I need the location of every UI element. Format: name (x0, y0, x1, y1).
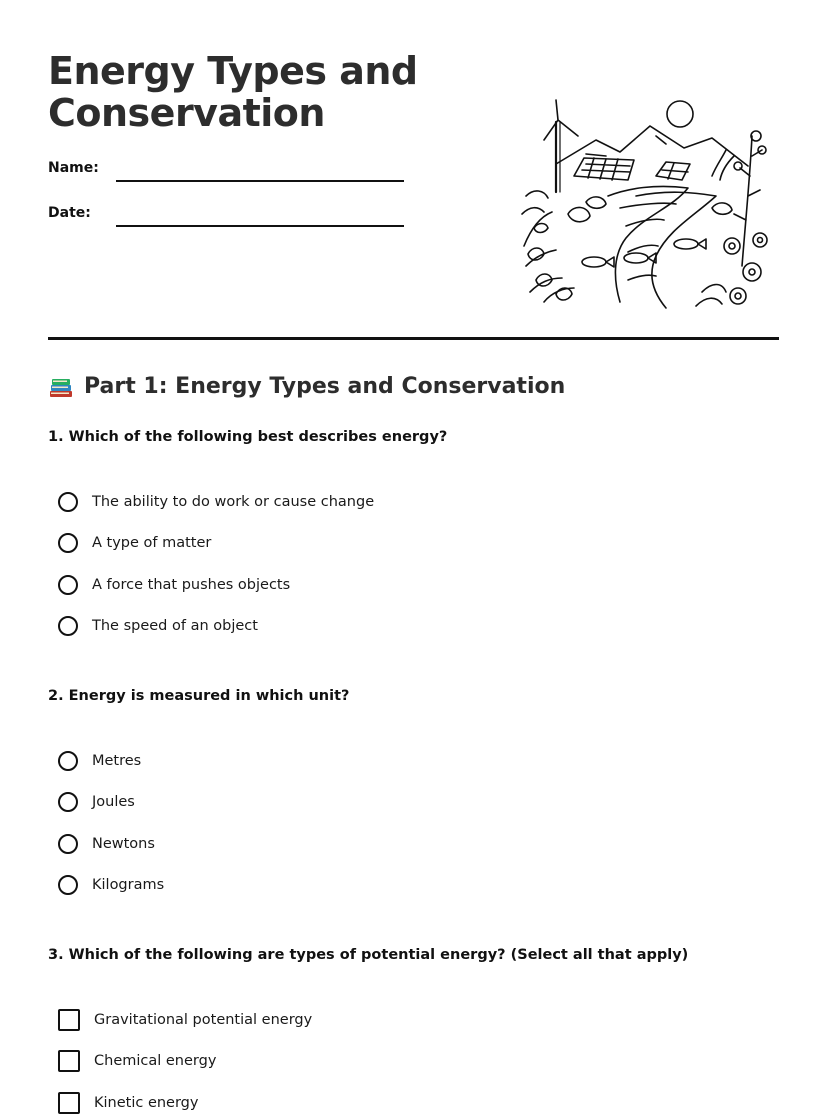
q2-option-4[interactable] (58, 875, 164, 895)
question-2: 2. Energy is measured in which unit? (48, 688, 350, 704)
q2-option-1[interactable] (58, 751, 141, 771)
q2-option-3[interactable] (58, 834, 155, 854)
date-label: Date: (48, 205, 91, 221)
radio-button[interactable] (58, 751, 78, 771)
q1-option-3[interactable] (58, 575, 290, 595)
page-title: Energy Types and Conservation (48, 49, 418, 135)
radio-button[interactable] (58, 875, 78, 895)
option-label: The speed of an object (92, 618, 258, 634)
checkbox[interactable] (58, 1050, 80, 1072)
checkbox[interactable] (58, 1009, 80, 1031)
option-label: Chemical energy (94, 1053, 217, 1069)
option-label: Gravitational potential energy (94, 1012, 313, 1028)
name-field[interactable] (116, 180, 404, 182)
option-label: A type of matter (92, 535, 212, 551)
date-field[interactable] (116, 225, 404, 227)
radio-button[interactable] (58, 492, 78, 512)
option-label: Joules (92, 794, 135, 810)
name-label: Name: (48, 160, 99, 176)
option-label: A force that pushes objects (92, 577, 291, 593)
question-1: 1. Which of the following best describes energy? (48, 429, 448, 445)
checkbox[interactable] (58, 1092, 80, 1114)
radio-button[interactable] (58, 575, 78, 595)
radio-button[interactable] (58, 616, 78, 636)
radio-button[interactable] (58, 792, 78, 812)
radio-button[interactable] (58, 834, 78, 854)
q1-option-4[interactable] (58, 616, 258, 636)
section-title: Part 1: Energy Types and Conservation (84, 374, 566, 399)
question-3: 3. Which of the following are types of potential energy? (Select all that apply) (48, 947, 689, 963)
section-divider (48, 337, 779, 340)
books-icon (48, 375, 74, 399)
q1-option-1[interactable] (58, 492, 374, 512)
section-heading (48, 374, 565, 399)
landscape-illustration-icon (516, 96, 774, 312)
q3-option-2[interactable] (58, 1050, 216, 1072)
option-label: The ability to do work or cause change (92, 494, 375, 510)
option-label: Kinetic energy (94, 1095, 199, 1111)
q3-option-1[interactable] (58, 1009, 312, 1031)
option-label: Newtons (92, 836, 155, 852)
option-label: Metres (92, 753, 142, 769)
option-label: Kilograms (92, 877, 165, 893)
radio-button[interactable] (58, 533, 78, 553)
q1-option-2[interactable] (58, 533, 211, 553)
q3-option-3[interactable] (58, 1092, 198, 1114)
q2-option-2[interactable] (58, 792, 135, 812)
